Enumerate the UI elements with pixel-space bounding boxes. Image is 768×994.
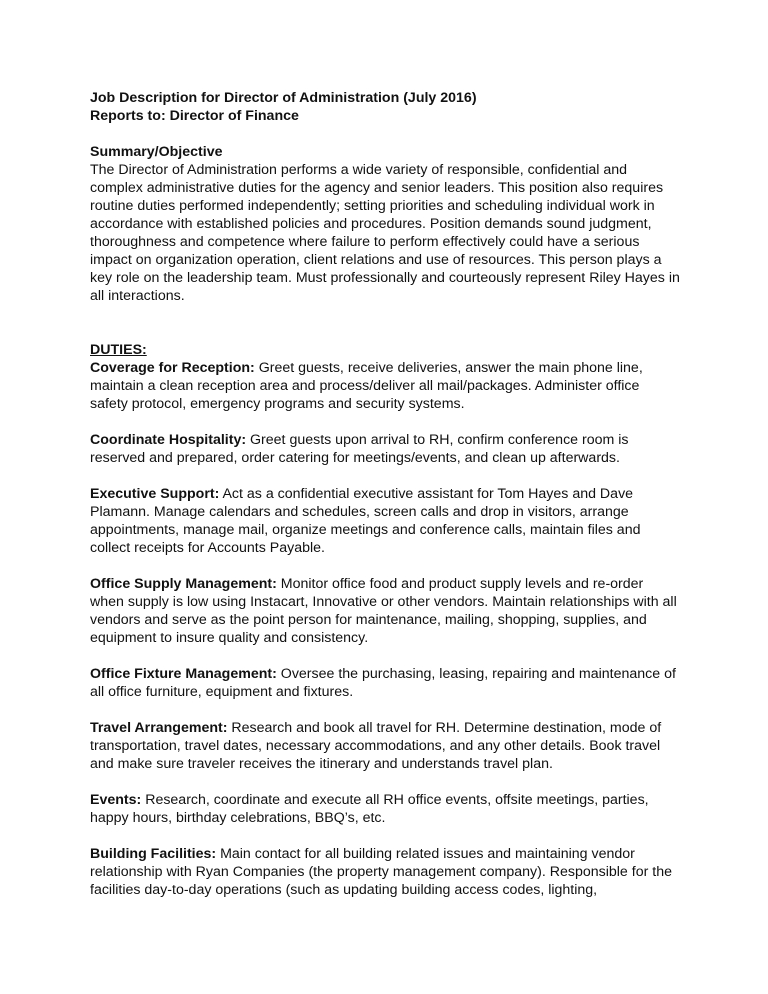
document-title: Job Description for Director of Administration (July 2016) xyxy=(90,90,477,106)
duty-label: Executive Support: xyxy=(90,486,220,502)
duty-paragraph xyxy=(90,431,680,467)
duty-label: Events: xyxy=(90,792,142,808)
duty-label: Coverage for Reception: xyxy=(90,360,255,376)
duty-text: Research, coordinate and execute all RH office events, offsite meetings, parties, happy hours, birthday celebrations, BBQ’s, etc. xyxy=(90,792,649,826)
duty-label: Office Supply Management: xyxy=(90,576,277,592)
duty-paragraph xyxy=(90,845,680,899)
duty-text: Act as a confidential executive assistant for Tom Hayes and Dave Plamann. Manage calendars and schedules, screen calls and drop in visitors, arrange appointments, manage mail, organize meetings and conference calls, maintain files and collect receipts for Accounts Payable. xyxy=(90,486,641,556)
duty-paragraph xyxy=(90,575,680,647)
duty-label: Building Facilities: xyxy=(90,846,217,862)
duty-paragraph xyxy=(90,719,680,773)
duty-text: Main contact for all building related issues and maintaining vendor relationship with Ryan Companies (the property management company). Responsible for the facilities day-to-day operations (such as updating building access codes, lighting, xyxy=(90,846,672,898)
summary-heading: Summary/Objective xyxy=(90,144,223,160)
document-body xyxy=(90,89,680,899)
duty-paragraph xyxy=(90,359,680,413)
duty-text: Monitor office food and product supply levels and re-order when supply is low using Instacart, Innovative or other vendors. Maintain relationships with all vendors and serve as the point person for maintenance, mailing, shopping, supplies, and equipment to insure quality and consistency. xyxy=(90,576,677,646)
duty-text: Greet guests, receive deliveries, answer the main phone line, maintain a clean reception area and process/deliver all mail/packages. Administer office safety protocol, emergency programs and security systems. xyxy=(90,360,643,412)
duty-text: Greet guests upon arrival to RH, confirm conference room is reserved and prepared, order catering for meetings/events, and clean up afterwards. xyxy=(90,432,629,466)
duty-text: Oversee the purchasing, leasing, repairing and maintenance of all office furniture, equipment and fixtures. xyxy=(90,666,676,700)
duty-paragraph xyxy=(90,791,680,827)
duty-paragraph xyxy=(90,485,680,557)
reports-to: Reports to: Director of Finance xyxy=(90,108,299,124)
summary-text: The Director of Administration performs a wide variety of responsible, confidential and complex administrative duties for the agency and senior leaders. This position also requires routine duties performed independently; setting priorities and scheduling individual work in accordance with established policies and procedures. Position demands sound judgment, thoroughness and competence where failure to perform effectively could have a serious impact on organization operation, client relations and use of resources. This person plays a key role on the leadership team. Must professionally and courteously represent Riley Hayes in all interactions. xyxy=(90,162,680,304)
duty-paragraph xyxy=(90,665,680,701)
duty-label: Travel Arrangement: xyxy=(90,720,228,736)
duties-heading: DUTIES: xyxy=(90,342,147,358)
duty-label: Coordinate Hospitality: xyxy=(90,432,247,448)
duty-label: Office Fixture Management: xyxy=(90,666,277,682)
duty-text: Research and book all travel for RH. Determine destination, mode of transportation, travel dates, necessary accommodations, and any other details. Book travel and make sure traveler receives the itinerary and understands travel plan. xyxy=(90,720,662,772)
